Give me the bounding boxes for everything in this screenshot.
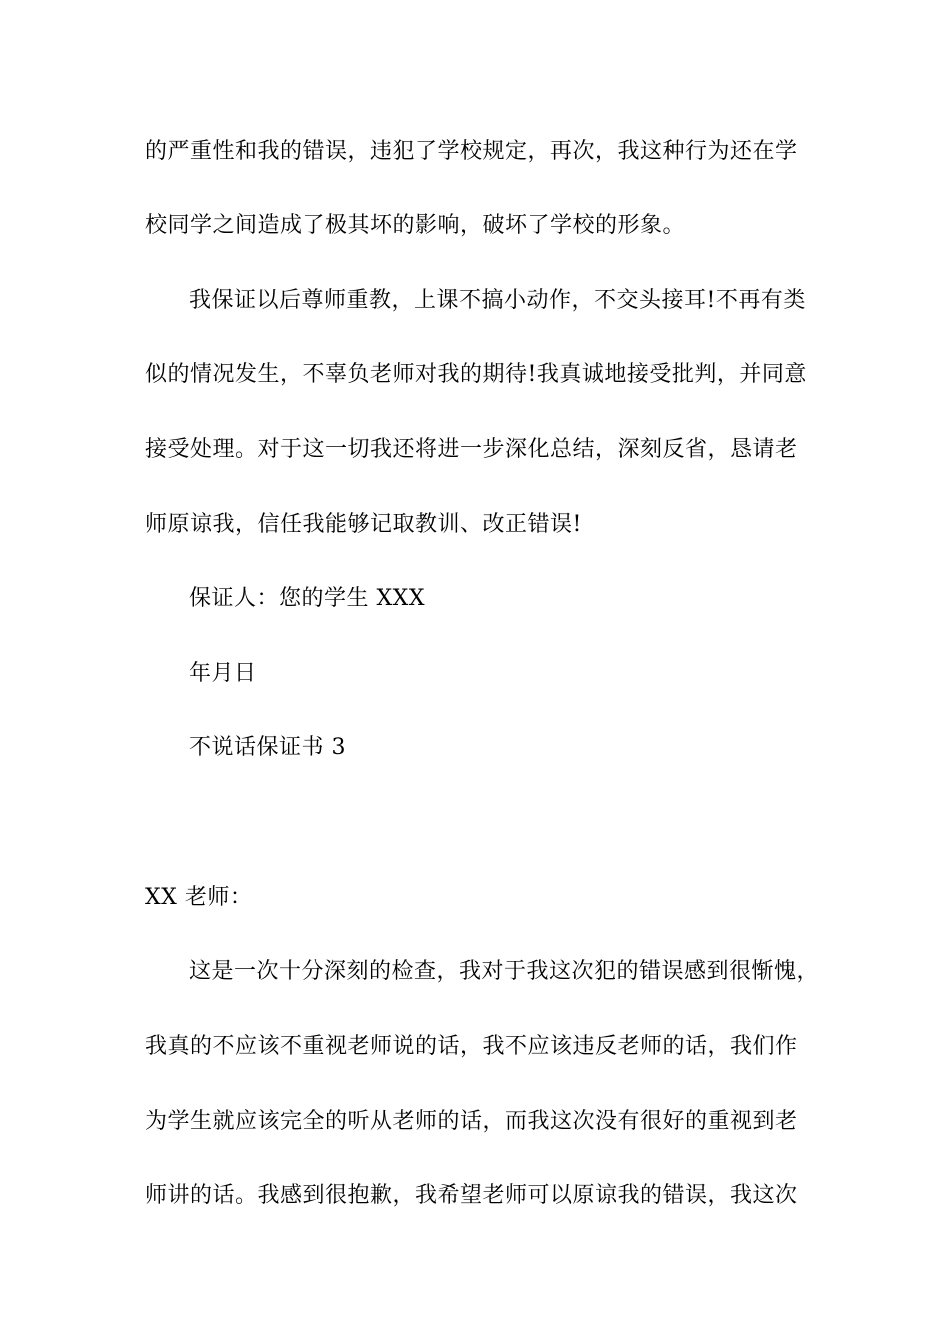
paragraph-line: 接受处理。对于这一切我还将进一步深化总结，深刻反省，恳请老: [145, 437, 798, 462]
paragraph-line: 这是一次十分深刻的检查，我对于我这次犯的错误感到很惭愧，: [189, 959, 820, 984]
paragraph-line: 似的情况发生，不辜负老师对我的期待!我真诚地接受批判，并同意: [145, 362, 807, 387]
date-line: 年月日: [189, 661, 257, 686]
paragraph-line: 师原谅我，信任我能够记取教训、改正错误!: [145, 512, 582, 537]
paragraph-line: 我真的不应该不重视老师说的话，我不应该违反老师的话，我们作: [145, 1034, 798, 1059]
section-title: 不说话保证书 3: [189, 735, 346, 760]
salutation: XX 老师：: [145, 885, 253, 910]
paragraph-line: 为学生就应该完全的听从老师的话，而我这次没有很好的重视到老: [145, 1109, 798, 1134]
paragraph-line: 我保证以后尊师重教，上课不搞小动作，不交头接耳!不再有类: [189, 288, 806, 313]
paragraph-line: 师讲的话。我感到很抱歉，我希望老师可以原谅我的错误，我这次: [145, 1183, 798, 1208]
paragraph-line: 的严重性和我的错误，违犯了学校规定，再次，我这种行为还在学: [145, 139, 798, 164]
signature-line: 保证人：您的学生 XXX: [189, 586, 425, 611]
paragraph-line: 校同学之间造成了极其坏的影响，破坏了学校的形象。: [145, 213, 686, 238]
